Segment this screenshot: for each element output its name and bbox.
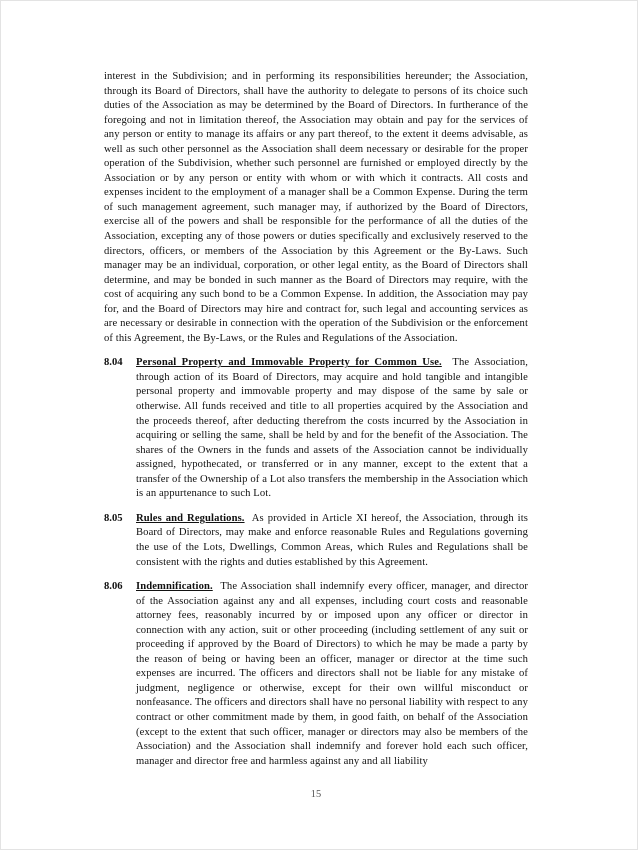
section-body-8-05 [136, 512, 528, 570]
section-8-04 [104, 356, 528, 501]
body-paragraph: interest in the Subdivision; and in performing its responsibilities hereunder; the Association, through its Board of Directors, shall have the authority to delegate to persons of its choice such duties of the Association as may be determined by the Board of Directors. In furtherance of the foregoing and not in limitation thereof, the Association may obtain and pay for the services of any person or entity to manage its affairs or any part thereof, to the extent it deems advisable, as well as such other personnel as the Association shall deem necessary or desirable for the proper operation of the Subdivision, whether such personnel are furnished or employed directly by the Association or by any person or entity with whom or with which it contracts. All costs and expenses incident to the employment of a manager shall be a Common Expense. During the term of such management agreement, such manager may, if authorized by the Board of Directors, exercise all of the powers and shall be responsible for the performance of all the duties of the Association, excepting any of those powers or duties specifically and exclusively reserved to the directors, officers, or members of the Association by this Agreement or the By-Laws. Such manager may be an individual, corporation, or other legal entity, as the Board of Directors shall determine, and may be bonded in such manner as the Board of Directors may require, with the cost of acquiring any such bond to be a Common Expense. In addition, the Association may pay for, and the Board of Directors may hire and contract for, such legal and accounting services as are necessary or desirable in connection with the operation of the Subdivision or the enforcement of this Agreement, the By-Laws, or the Rules and Regulations of the Association. [104, 71, 528, 344]
section-number-8-06: 8.06 [104, 581, 123, 593]
page-content [104, 70, 528, 800]
section-body-8-06 [136, 580, 528, 769]
section-title-8-06: Indemnification. [136, 581, 213, 593]
section-body-8-04 [136, 356, 528, 501]
section-number-8-04: 8.04 [104, 357, 123, 369]
section-title-8-05: Rules and Regulations. [136, 512, 245, 524]
section-text-8-05: As provided in Article XI hereof, the Association, through its Board of Directors, may make and enforce reasonable Rules and Regulations governing the use of the Lots, Dwellings, Common Areas, which Rules and Regulations shall be consistent with the rights and duties established by this Agreement. [136, 512, 528, 568]
page-number: 15 [310, 789, 322, 800]
section-title-8-04: Personal Property and Immovable Property for Common Use. [136, 357, 442, 369]
section-text-8-04: The Association, through action of its Board of Directors, may acquire and hold tangible and intangible personal property and immovable property and may dispose of the same by sale or otherwise. All funds received and title to all properties acquired by the Association and the proceeds thereof, after deducting therefrom the costs incurred by the Association in acquiring or selling the same, shall be held by and for the benefit of the Association. The shares of the Owners in the funds and assets of the Association cannot be individually assigned, hypothecated, or transferred or in any manner, except to the extent that a transfer of the Ownership of a Lot also transfers the membership in the Association which is an appurtenance to such Lot. [136, 357, 528, 500]
section-number-8-05: 8.05 [104, 512, 123, 524]
section-text-8-06: The Association shall indemnify every officer, manager, and director of the Association against any and all expenses, including court costs and reasonable attorney fees, reasonably incurred by or imposed upon any officer or director in connection with any action, suit or other proceeding (including settlement of any suit or proceeding if approved by the Board of Directors) to which he may be made a party by the reason of being or having been an officer, manager or director at the time such expenses are incurred. The officers and directors shall not be liable for any mistake of judgment, negligence or otherwise, except for their own willful misconduct or nonfeasance. The officers and directors shall have no personal liability with respect to any contract or other commitment made by them, in good faith, on behalf of the Association (except to the extent that such officer, manager or directors may also be members of the Association) and the Association shall indemnify and forever hold each such officer, manager and director free and harmless against any and all liability [136, 581, 528, 767]
section-8-05 [104, 512, 528, 570]
section-8-06 [104, 580, 528, 769]
